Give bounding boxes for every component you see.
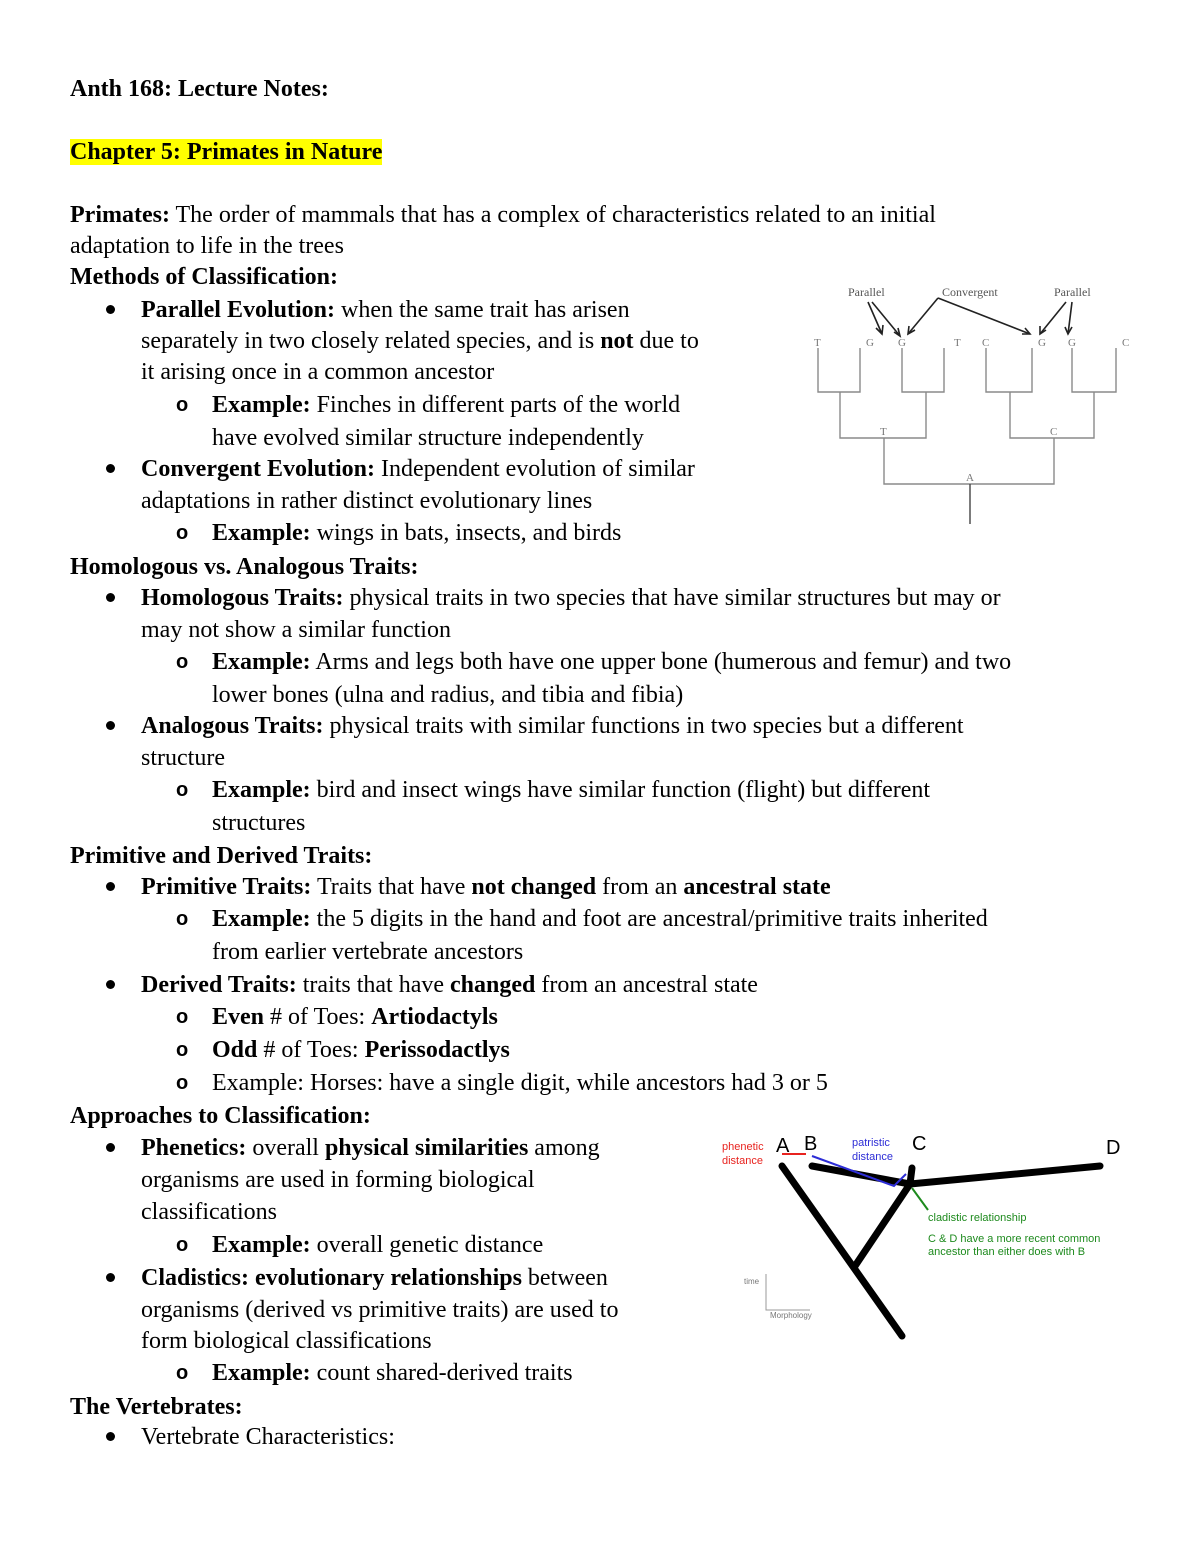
analogous-example-line1 (212, 775, 930, 805)
primates-definition-line1 (70, 200, 936, 230)
axis-x-label: Morphology (770, 1311, 812, 1320)
phenetics-text-bold: physical similarities (324, 1135, 529, 1161)
primates-definition-line2: adaptation to life in the trees (70, 233, 344, 259)
homologous-term: Homologous Traits: (141, 585, 344, 611)
primitive-term: Primitive Traits: (141, 874, 312, 900)
node-label-right: C (1050, 426, 1058, 438)
parallel-line1 (141, 295, 630, 325)
analogous-text: physical traits with similar functions in two species but a different (323, 713, 964, 739)
parallel-text: when the same trait has arisen (335, 297, 630, 323)
example-term: Example: (212, 1232, 311, 1258)
toes-text: # of Toes: (264, 1004, 372, 1030)
circle-bullet: o (176, 908, 189, 930)
branch-d (910, 1166, 1100, 1184)
even-toes-line (212, 1002, 498, 1032)
phenetics-line1 (141, 1133, 600, 1163)
taxon-b: B (804, 1133, 818, 1155)
circle-bullet: o (176, 1006, 189, 1028)
phenetic-label: phenetic (722, 1141, 764, 1153)
taxon-d: D (1106, 1137, 1121, 1159)
classification-tree-diagram (720, 1128, 1140, 1358)
tip-label: T (814, 337, 821, 349)
tip-label: T (954, 337, 961, 349)
analogous-example-line2: structures (212, 810, 306, 836)
circle-bullet: o (176, 1362, 189, 1384)
homologous-example-line2: lower bones (ulna and radius, and tibia and fibia) (212, 682, 684, 708)
toes-text: # of Toes: (257, 1037, 365, 1063)
cladistics-line3: form biological classifications (141, 1328, 432, 1354)
label-parallel-left: Parallel (848, 285, 885, 299)
phenetics-text: overall (246, 1135, 325, 1161)
example-term: Example: (212, 906, 311, 932)
document-title: Anth 168: Lecture Notes: (70, 76, 329, 102)
primitive-text-bold: ancestral state (683, 874, 831, 900)
primitive-text-bold: not changed (471, 874, 597, 900)
branch-b-top (812, 1166, 910, 1184)
derived-text: traits that have (296, 972, 451, 998)
bullet (106, 1273, 115, 1282)
bullet (106, 464, 115, 473)
cladistic-note-2: ancestor than either does with B (928, 1246, 1086, 1258)
odd-term: Odd (212, 1037, 258, 1063)
axes (766, 1274, 810, 1310)
example-text: wings in bats, insects, and birds (310, 520, 622, 546)
phenetic-label-2: distance (722, 1155, 763, 1167)
primates-term: Primates: (70, 202, 170, 228)
analogous-line2: structure (141, 745, 225, 771)
chapter-title: Chapter 5: Primates in Nature (70, 139, 383, 165)
example-text: Finches in different parts of the world (310, 392, 681, 418)
phenetics-line2: organisms are used in forming biological (141, 1167, 535, 1193)
vertebrates-heading: The Vertebrates: (70, 1394, 243, 1420)
chapter-heading (70, 137, 382, 167)
primitive-line (141, 872, 831, 902)
bullet (106, 1143, 115, 1152)
primitive-text: Traits that have (311, 874, 472, 900)
branch-b (855, 1184, 910, 1266)
tip-label: G (898, 337, 906, 349)
convergent-text: Independent evolution of similar (375, 456, 695, 482)
parallel-text: separately in two closely related species, and is (141, 328, 601, 354)
perissodactlys: Perissodactlys (364, 1037, 510, 1063)
artiodactyls: Artiodactyls (371, 1004, 498, 1030)
derived-term: Derived Traits: (141, 972, 297, 998)
parallel-example-line2: have evolved similar structure independently (212, 425, 644, 451)
convergent-line2: adaptations in rather distinct evolutionary lines (141, 488, 593, 514)
primitive-example-line2: from earlier vertebrate ancestors (212, 939, 524, 965)
circle-bullet: o (176, 1039, 189, 1061)
example-term: Example: (212, 520, 311, 546)
cladistics-term: Cladistics: evolutionary relationships (141, 1265, 522, 1291)
example-text: the 5 digits in the hand and foot are ancestral/primitive traits inherited (310, 906, 988, 932)
cladistics-line2: organisms (derived vs primitive traits) are used to (141, 1297, 619, 1323)
cladistic-label: cladistic relationship (928, 1212, 1027, 1224)
taxon-c: C (912, 1133, 927, 1155)
bullet (106, 882, 115, 891)
tip-label: G (866, 337, 874, 349)
branch-c (910, 1168, 912, 1184)
circle-bullet: o (176, 522, 189, 544)
phenetics-line3: classifications (141, 1199, 277, 1225)
cladistics-line1 (141, 1263, 608, 1293)
primitive-text: from an (596, 874, 684, 900)
node-label-left: T (880, 426, 887, 438)
bullet (106, 980, 115, 989)
example-text: Arms and legs both have one upper bone (humerous and femur) and two (310, 649, 1012, 675)
example-term: Example: (212, 777, 311, 803)
derived-line (141, 970, 758, 1000)
parallel-text: due to (633, 328, 699, 354)
parallel-line2 (141, 326, 699, 356)
circle-bullet: o (176, 1234, 189, 1256)
homologous-example-line1 (212, 647, 1011, 677)
axis-y-label: time (744, 1277, 760, 1286)
convergent-line1 (141, 454, 695, 484)
cladistic-pointer (912, 1188, 928, 1210)
convergent-example (212, 518, 621, 548)
cladistic-note-1: C & D have a more recent common (928, 1233, 1101, 1245)
circle-bullet: o (176, 651, 189, 673)
parallel-line3: it arising once in a common ancestor (141, 359, 495, 385)
even-term: Even (212, 1004, 265, 1030)
phenetics-text: among (528, 1135, 600, 1161)
methods-heading: Methods of Classification: (70, 264, 338, 290)
analogous-line1 (141, 711, 964, 741)
bullet (106, 721, 115, 730)
derived-text: from an ancestral state (535, 972, 758, 998)
phenetics-example (212, 1230, 543, 1260)
convergent-term: Convergent Evolution: (141, 456, 375, 482)
horse-example: Example: Horses: have a single digit, while ancestors had 3 or 5 (212, 1070, 828, 1096)
odd-toes-line (212, 1035, 510, 1065)
cladistics-example (212, 1358, 573, 1388)
analogous-term: Analogous Traits: (141, 713, 324, 739)
example-term: Example: (212, 649, 311, 675)
primates-def-text: The order of mammals that has a complex of characteristics related to an initial (169, 202, 936, 228)
circle-bullet: o (176, 779, 189, 801)
tip-label: C (982, 337, 990, 349)
bullet (106, 593, 115, 602)
label-convergent: Convergent (942, 285, 998, 299)
patristic-label: patristic (852, 1137, 890, 1149)
example-term: Example: (212, 1360, 311, 1386)
example-text: count shared-derived traits (310, 1360, 573, 1386)
circle-bullet: o (176, 1072, 189, 1094)
primitive-example-line1 (212, 904, 988, 934)
approaches-heading: Approaches to Classification: (70, 1103, 371, 1129)
patristic-label-2: distance (852, 1151, 893, 1163)
label-parallel-right: Parallel (1054, 285, 1091, 299)
tip-label: C (1122, 337, 1130, 349)
example-text: overall genetic distance (310, 1232, 544, 1258)
tip-label: G (1038, 337, 1046, 349)
tip-label: G (1068, 337, 1076, 349)
homologous-text: physical traits in two species that have similar structures but may or (343, 585, 1001, 611)
primitive-heading: Primitive and Derived Traits: (70, 843, 373, 869)
circle-bullet: o (176, 394, 189, 416)
bullet (106, 305, 115, 314)
root-label: A (966, 472, 974, 484)
evolution-tree-diagram (810, 280, 1140, 530)
vertebrates-item: Vertebrate Characteristics: (141, 1424, 395, 1450)
derived-text-bold: changed (450, 972, 536, 998)
cladistics-text: between (521, 1265, 608, 1291)
example-text: bird and insect wings have similar function (flight) but different (310, 777, 931, 803)
homologous-heading: Homologous vs. Analogous Traits: (70, 554, 419, 580)
homologous-line1 (141, 583, 1001, 613)
phenetics-term: Phenetics: (141, 1135, 247, 1161)
taxon-a: A (776, 1135, 790, 1157)
bullet (106, 1432, 115, 1441)
parallel-not: not (600, 328, 634, 354)
homologous-line2: may not show a similar function (141, 617, 451, 643)
example-term: Example: (212, 392, 311, 418)
parallel-example-line1 (212, 390, 680, 420)
parallel-term: Parallel Evolution: (141, 297, 335, 323)
